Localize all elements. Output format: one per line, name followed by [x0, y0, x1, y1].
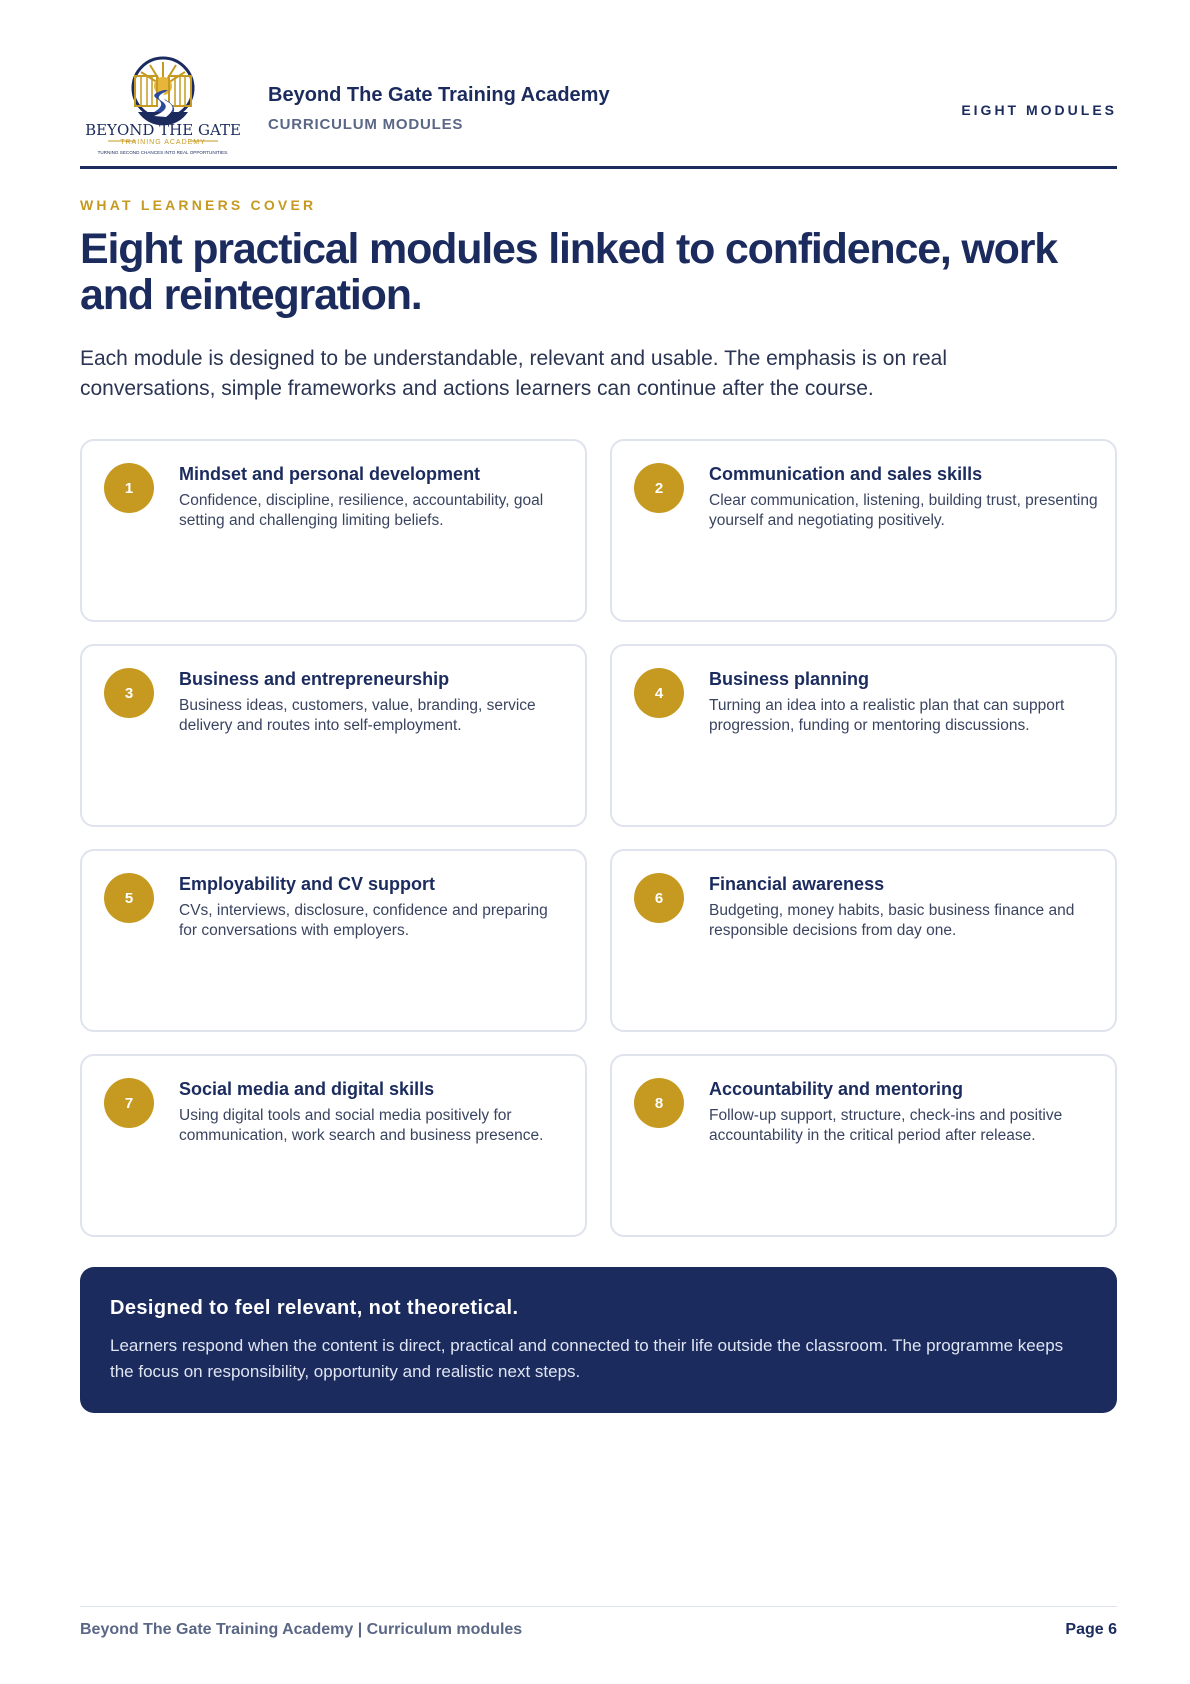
module-title: Employability and CV support [179, 874, 436, 894]
intro-paragraph: Each module is designed to be understandable, relevant and usable. The emphasis is on real conversations, simple frameworks and actions learners can continue after the course. [80, 347, 948, 400]
module-card-4 [610, 644, 1117, 827]
module-number-badge: 4 [634, 668, 684, 718]
module-title: Mindset and personal development [179, 464, 481, 484]
module-number-badge: 3 [104, 668, 154, 718]
document-subtitle: CURRICULUM MODULES [268, 116, 464, 133]
module-description: Turning an idea into a realistic plan that can support progression, funding or mentoring discussions. [709, 697, 1065, 734]
svg-text:BEYOND THE GATE: BEYOND THE GATE [85, 121, 241, 139]
module-title: Financial awareness [709, 874, 885, 894]
module-description: Follow-up support, structure, check-ins and positive accountability in the critical period after release. [709, 1107, 1063, 1144]
module-card-3 [80, 644, 587, 827]
organization-name: Beyond The Gate Training Academy [268, 84, 610, 106]
callout-box [80, 1267, 1117, 1413]
module-description: Business ideas, customers, value, branding, service delivery and routes into self-employment. [179, 697, 536, 734]
module-card-5 [80, 849, 587, 1032]
page [80, 0, 1117, 1684]
module-card-6 [610, 849, 1117, 1032]
module-number-badge: 2 [634, 463, 684, 513]
page-number: Page 6 [1065, 1621, 1117, 1638]
module-description: Confidence, discipline, resilience, accountability, goal setting and challenging limiting beliefs. [179, 492, 544, 529]
module-title: Communication and sales skills [709, 464, 983, 484]
svg-text:TRAINING ACADEMY: TRAINING ACADEMY [120, 139, 206, 146]
module-number-badge: 1 [104, 463, 154, 513]
callout-text: Learners respond when the content is direct, practical and connected to their life outside the classroom. The programme keeps the focus on responsibility, opportunity and realistic next steps. [110, 1336, 1064, 1381]
svg-text:TURNING SECOND CHANCES INTO RE: TURNING SECOND CHANCES INTO REAL OPPORTUNITIES. [97, 150, 229, 155]
module-description: Clear communication, listening, building trust, presenting yourself and negotiating positively. [709, 492, 1098, 529]
section-eyebrow: WHAT LEARNERS COVER [80, 197, 317, 213]
footer-document-label: Beyond The Gate Training Academy | Curriculum modules [80, 1621, 523, 1638]
module-number-badge: 8 [634, 1078, 684, 1128]
page-header [80, 54, 1117, 169]
callout-title: Designed to feel relevant, not theoretical. [110, 1297, 519, 1319]
module-number-badge: 6 [634, 873, 684, 923]
module-title: Business planning [709, 669, 870, 689]
module-number-badge: 5 [104, 873, 154, 923]
module-card-2 [610, 439, 1117, 622]
academy-logo [80, 56, 246, 162]
module-title: Accountability and mentoring [709, 1079, 964, 1099]
module-description: Using digital tools and social media positively for communication, work search and business presence. [179, 1107, 544, 1144]
module-number-badge: 7 [104, 1078, 154, 1128]
module-description: Budgeting, money habits, basic business finance and responsible decisions from day one. [709, 902, 1075, 939]
module-card-1 [80, 439, 587, 622]
module-title: Business and entrepreneurship [179, 669, 450, 689]
header-section-label: EIGHT MODULES [961, 102, 1117, 118]
module-title: Social media and digital skills [179, 1079, 435, 1099]
module-card-7 [80, 1054, 587, 1237]
page-footer [80, 1606, 1117, 1638]
module-card-8 [610, 1054, 1117, 1237]
page-headline: Eight practical modules linked to confidence, work and reintegration. [80, 225, 1057, 319]
module-description: CVs, interviews, disclosure, confidence and preparing for conversations with employers. [179, 902, 548, 939]
